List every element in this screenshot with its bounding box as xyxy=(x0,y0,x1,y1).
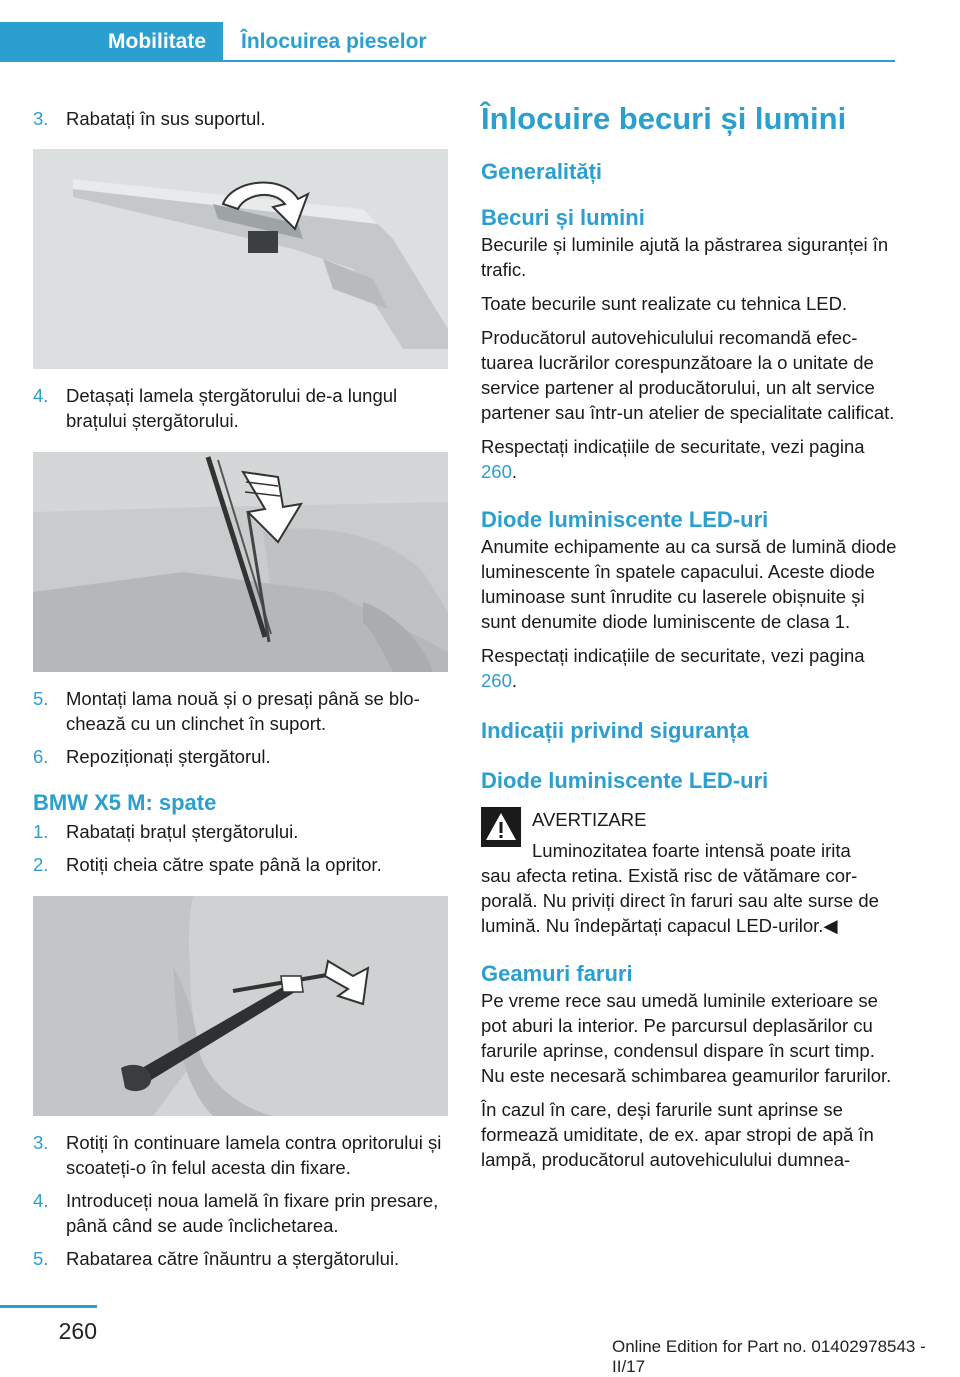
step-item xyxy=(33,819,448,844)
page-number: 260 xyxy=(58,1318,97,1344)
step-number: 2. xyxy=(33,854,49,875)
step-number: 6. xyxy=(33,746,49,767)
step-text: Rabatați în sus suportul. xyxy=(66,108,266,129)
paragraph xyxy=(481,643,901,693)
step-number: 4. xyxy=(33,1190,49,1211)
paragraph xyxy=(481,434,901,484)
paragraph: În cazul în care, deși farurile sunt aprinse se formează umiditate, de ex. apar stropi de apă în lampă, producătorul autovehiculului dumnea- xyxy=(481,1099,874,1170)
paragraph: Becurile și luminile ajută la păstrarea siguranței în trafic. xyxy=(481,234,889,280)
left-column xyxy=(33,100,448,1271)
windscreen-wiper-illustration xyxy=(33,452,448,672)
warning-title: AVERTIZARE xyxy=(532,809,647,830)
right-column xyxy=(481,100,901,1172)
heading-general: Generalități xyxy=(481,159,603,184)
page-link-260[interactable]: 260 xyxy=(481,670,512,691)
step-number: 5. xyxy=(33,688,49,709)
step-text: Repoziționați ștergătorul. xyxy=(66,746,271,767)
heading-safety: Indicații privind siguranța xyxy=(481,718,749,743)
paragraph-text: Respectați indicațiile de securitate, vezi pagina xyxy=(481,645,865,666)
section-heading-x5m: BMW X5 M: spate xyxy=(33,790,217,815)
paragraph: Anumite echipamente au ca sursă de lumină diode luminescente în spatele capacului. Aceste diode luminoase sunt înrudite cu laserele obișnuite și sunt denumite diode luminiscente de clasa 1. xyxy=(481,536,897,632)
step-item xyxy=(33,383,448,433)
step-item xyxy=(33,686,448,736)
warning-triangle-icon xyxy=(481,807,521,847)
tab-inlocuirea-pieselor[interactable]: Înlocuirea pieselor xyxy=(241,30,427,53)
step-item xyxy=(33,106,448,131)
warning-line: Luminozitatea foarte intensă poate irita xyxy=(532,840,851,861)
rear-wiper-illustration xyxy=(33,896,448,1116)
paragraph: Toate becurile sunt realizate cu tehnica LED. xyxy=(481,293,848,314)
warning-block xyxy=(481,807,901,938)
paragraph: Pe vreme rece sau umedă luminile exterioare se pot aburi la interior. Pe parcursul deplasărilor cu farurile aprinse, condensul dispare în scurt timp. Nu este necesară schimbarea geamurilor farurilor. xyxy=(481,990,892,1086)
paragraph-text: . xyxy=(511,670,518,691)
paragraph-text: . xyxy=(511,461,518,482)
warning-text: sau afecta retina. Există risc de vătămare corporală. Nu priviți direct în faruri sau alte surse de lumină. Nu îndepărtați capacul LED-urilor.◀ xyxy=(481,865,879,936)
step-text: Rabatarea către înăuntru a ștergătorului. xyxy=(66,1248,400,1269)
heading-bulbs: Becuri și lumini xyxy=(481,205,645,230)
step-text: Rotiți cheia către spate până la opritor. xyxy=(66,854,382,875)
step-text: Detașați lamela ștergătorului de-a lungul brațului ștergătorului. xyxy=(66,385,398,431)
step-item xyxy=(33,1246,448,1271)
step-item xyxy=(33,744,448,769)
edition-info: Online Edition for Part no. 01402978543 - II/17 xyxy=(612,1337,926,1376)
rear-wiper-figure xyxy=(33,896,448,1116)
step-item xyxy=(33,1130,448,1180)
step-text: Rabatați brațul ștergătorului. xyxy=(66,821,299,842)
page-title: Înlocuire becuri și lumini xyxy=(481,101,847,136)
footer-divider xyxy=(0,1305,97,1308)
paragraph-text: Respectați indicațiile de securitate, vezi pagina xyxy=(481,436,865,457)
header-divider xyxy=(223,60,895,62)
step-text: Introduceți noua lamelă în fixare prin presare, până când se aude înclichetarea. xyxy=(66,1190,439,1236)
tab-mobilitate[interactable]: Mobilitate xyxy=(0,22,223,62)
step-number: 4. xyxy=(33,385,49,406)
page-link-260[interactable]: 260 xyxy=(481,461,512,482)
step-item xyxy=(33,852,448,877)
step-text: Montați lama nouă și o presați până se blochează cu un clinchet în suport. xyxy=(66,688,420,734)
page-header xyxy=(0,22,895,62)
step-item xyxy=(33,1188,448,1238)
step-number: 3. xyxy=(33,108,49,129)
wiper-support-figure xyxy=(33,149,448,369)
step-number: 5. xyxy=(33,1248,49,1269)
paragraph: Producătorul autovehiculului recomandă efectuarea lucrărilor corespunzătoare la o unitate de service partener al producătorului, un alt service partener sau într-un atelier de specialitate calificat. xyxy=(481,327,895,423)
step-number: 1. xyxy=(33,821,49,842)
step-text: Rotiți în continuare lamela contra opritorului și scoateți-o în felul acesta din fixare. xyxy=(66,1132,442,1178)
heading-led-safety: Diode luminiscente LED-uri xyxy=(481,768,769,793)
wiper-support-illustration xyxy=(33,149,448,369)
step-number: 3. xyxy=(33,1132,49,1153)
heading-glass: Geamuri faruri xyxy=(481,961,633,986)
windscreen-wiper-figure xyxy=(33,452,448,672)
heading-led: Diode luminiscente LED-uri xyxy=(481,507,769,532)
